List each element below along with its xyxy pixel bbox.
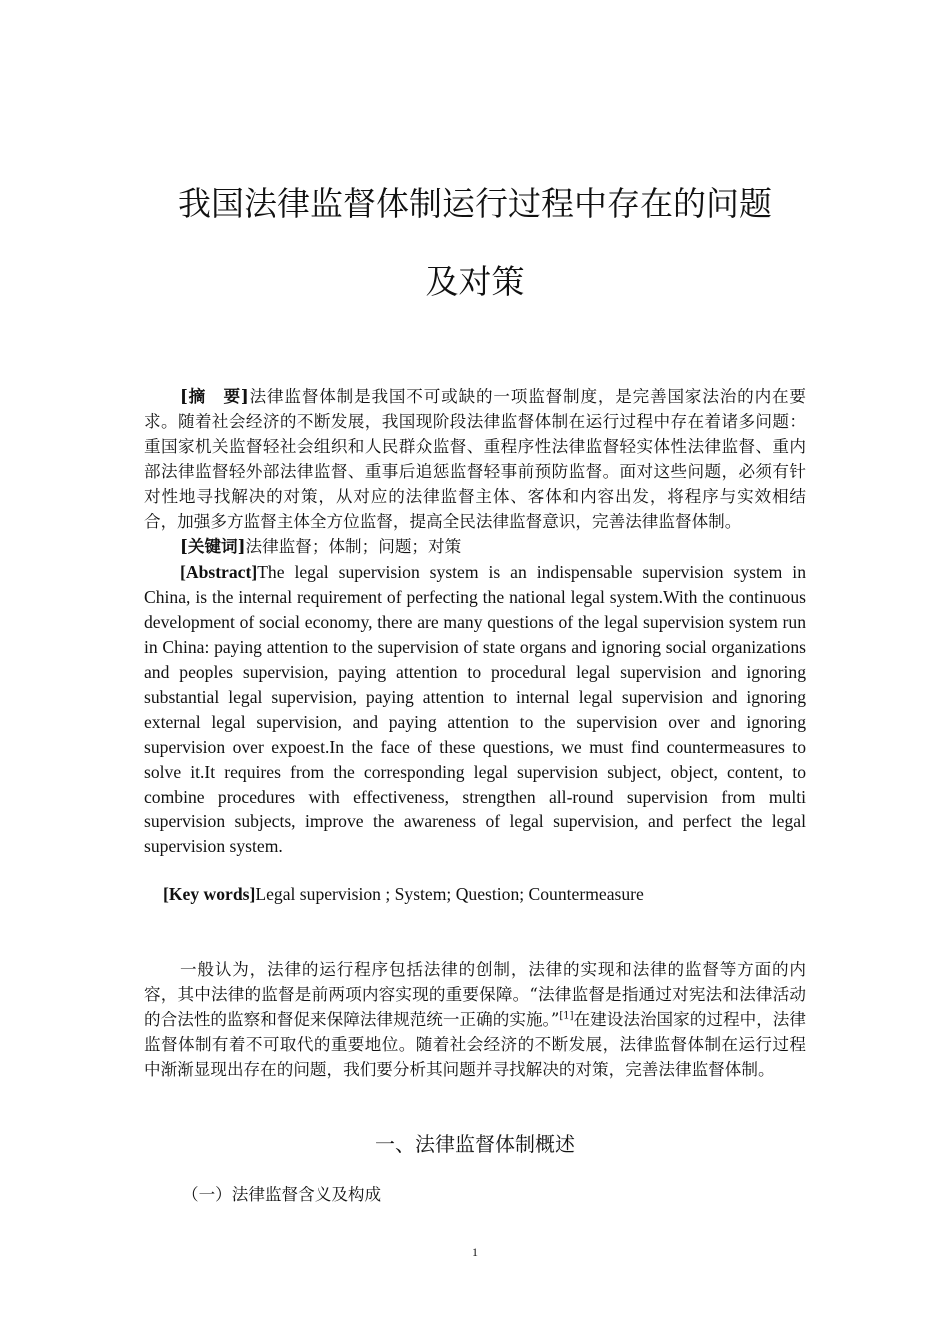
abstract-cn-text: 法律监督体制是我国不可或缺的一项监督制度，是完善国家法治的内在要求。随着社会经济的不断发展，我国现阶段法律监督体制在运行过程中存在着诸多问题：重国家机关监督轻社会组织和人民群众监督、重程序性法律监督轻实体性法律监督、重内部法律监督轻外部法律监督、重事后追惩监督轻事前预防监督。面对这些问题，必须有针对性地寻找解决的对策，从对应的法律监督主体、客体和内容出发，将程序与实效相结合，加强多方监督主体全方位监督，提高全民法律监督意识，完善法律监督体制。 xyxy=(144,387,806,531)
intro-block xyxy=(144,958,806,1083)
keywords-cn-text: 法律监督；体制；问题；对策 xyxy=(245,537,462,557)
keywords-en-label: [Key words] xyxy=(163,884,256,904)
citation-ref: [1] xyxy=(559,1010,574,1022)
abstract-cn-paragraph xyxy=(144,384,806,534)
section-heading: 一、法律监督体制概述 xyxy=(375,1132,575,1156)
subsection-heading: （一）法律监督含义及构成 xyxy=(182,1185,382,1204)
title-line-1: 我国法律监督体制运行过程中存在的问题 xyxy=(178,184,772,223)
keywords-en-paragraph xyxy=(163,882,644,907)
keywords-cn-label: [关键词] xyxy=(180,536,246,557)
abstract-en-label: [Abstract] xyxy=(180,562,258,583)
intro-paragraph xyxy=(144,958,806,1083)
page-number: 1 xyxy=(472,1245,478,1259)
intro-text-b: 在建设法治国家的过程中，法律监督体制有着不可取代的重要地位。随着社会经济的不断发展，法律监督体制在运行过程中渐渐显现出存在的问题，我们要分析其问题并寻找解决的对策，完善法律监督体制。 xyxy=(144,1009,807,1079)
abstract-block xyxy=(144,384,806,859)
abstract-cn-label: [摘 要] xyxy=(180,386,249,406)
abstract-en-paragraph xyxy=(144,560,806,859)
title-line-2: 及对策 xyxy=(425,262,525,301)
abstract-en-text: The legal supervision system is an indispensable supervision system in China, is the internal requirement of perfecting the national legal system.With the continuous development of social economy, there are many questions of the legal supervision system run in China: paying attention to the supervision of state organs and ignoring social organizations and peoples supervision, paying attention to procedural legal supervision and ignoring substantial legal supervision, paying attention to internal legal supervision and ignoring external legal supervision, and paying attention to the supervision over and ignoring supervision over expoest.In the face of these questions, we must find countermeasures to solve it.It requires from the corresponding legal supervision subject, object, content, to combine procedures with effectiveness, strengthen all-round supervision from multi supervision subjects, improve the awareness of legal supervision, and perfect the legal supervision system. xyxy=(144,562,806,857)
keywords-cn-paragraph xyxy=(144,534,806,560)
intro-text-a: 一般认为，法律的运行程序包括法律的创制，法律的实现和法律的监督等方面的内容，其中法律的监督是前两项内容实现的重要保障。“法律监督是指通过对宪法和法律活动的合法性的监察和督促来保障法律规范统一正确的实施。” xyxy=(144,960,806,1029)
keywords-en-text: Legal supervision ; System; Question; Countermeasure xyxy=(255,884,644,904)
